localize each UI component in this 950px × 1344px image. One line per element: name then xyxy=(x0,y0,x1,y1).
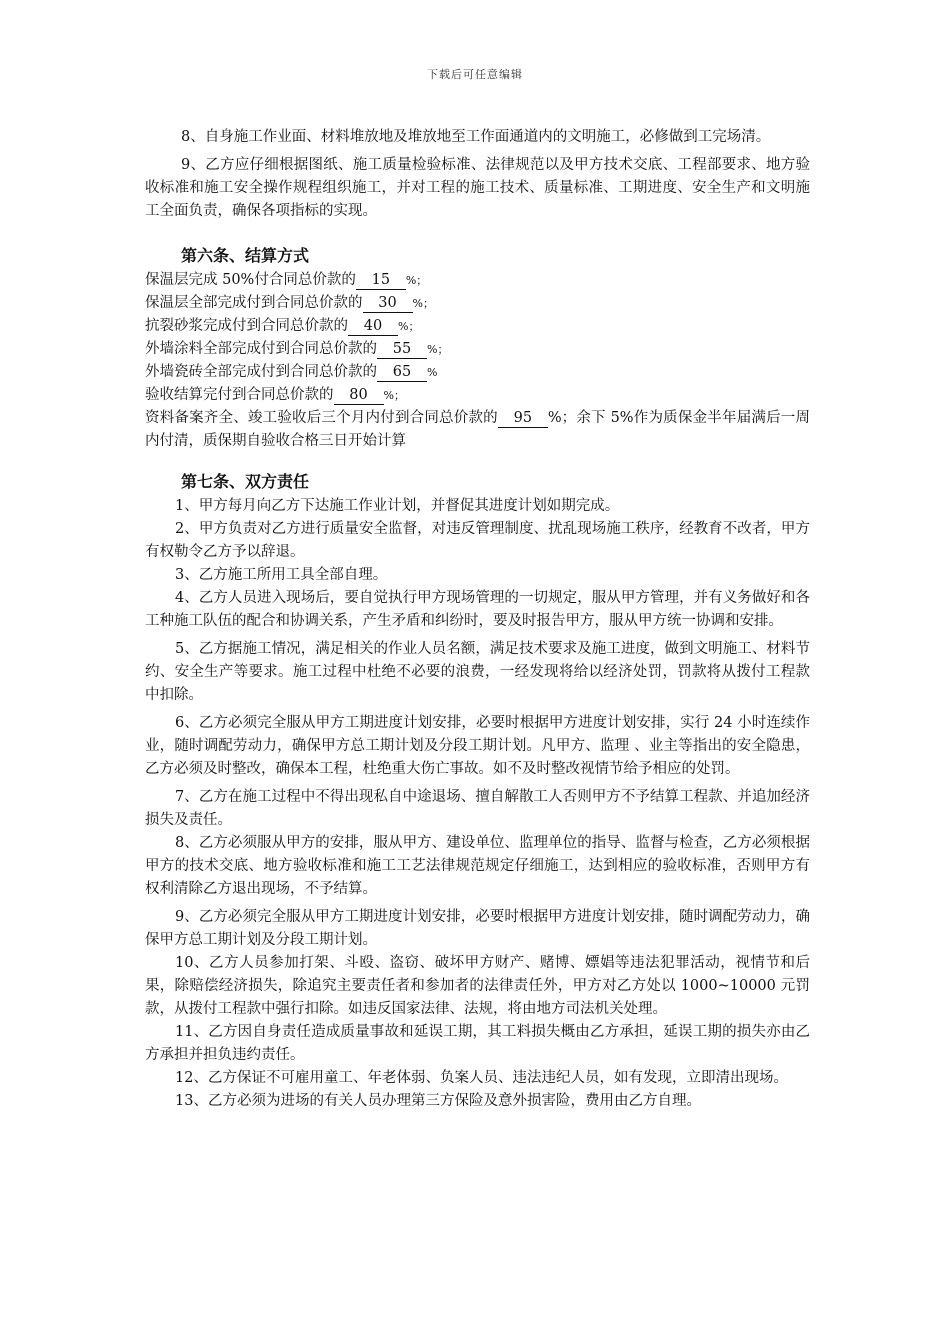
clause-5-item-8: 8、自身施工作业面、材料堆放地及堆放地至工作面通道内的文明施工，必修做到工完场清。 xyxy=(181,129,771,145)
clause-5-item-9: 9、乙方应仔细根据图纸、施工质量检验标准、法律规范以及甲方技术交底、工程部要求、地方验收标准和施工安全操作规程组织施工，并对工程的施工技术、质量标准、工期进度、安全生产和文明施工全面负责，确保各项指标的实现。 xyxy=(145,157,810,219)
settlement-line: 保温层完成 50%付合同总价款的 15 %； xyxy=(145,272,428,288)
settlement-line: 外墙瓷砖全部完成付到合同总价款的 65 % xyxy=(145,364,438,380)
clause-7-item: 10、乙方人员参加打架、斗殴、盗窃、破坏甲方财产、赌博、嫖娼等违法犯罪活动，视情节和后果，除赔偿经济损失，除追究主要责任者和参加者的法律责任外，甲方对乙方处以 1000~10000 元罚款，从拨付工程款中强行扣除。如违反国家法律、法规，将由地方司法机关处理。 xyxy=(145,955,810,1017)
document-body xyxy=(145,126,810,1113)
clause-7-item: 2、甲方负责对乙方进行质量安全监督，对违反管理制度、扰乱现场施工秩序，经教育不改者，甲方有权勒令乙方予以辞退。 xyxy=(145,521,810,560)
clause-7-item: 12、乙方保证不可雇用童工、年老体弱、负案人员、违法违纪人员，如有发现，立即清出现场。 xyxy=(175,1070,788,1086)
clause-7-item: 3、乙方施工所用工具全部自理。 xyxy=(175,567,388,583)
clause-7-item: 5、乙方据施工情况，满足相关的作业人员名额，满足技术要求及施工进度，做到文明施工、材料节约、安全生产等要求。施工过程中杜绝不必要的浪费，一经发现将给以经济处罚，罚款将从拨付工程款中扣除。 xyxy=(145,641,810,703)
settlement-line: 外墙涂料全部完成付到合同总价款的 55 %； xyxy=(145,341,449,357)
settlement-final-line: 资料备案齐全、竣工验收后三个月内付到合同总价款的 95 %；余下 5%作为质保金半年届满后一周内付清，质保期自验收合格三日开始计算 xyxy=(145,410,811,449)
percent-blank: 55 xyxy=(377,341,427,359)
percent-blank: 30 xyxy=(363,295,413,313)
percent-blank: 65 xyxy=(377,364,427,382)
clause-7-item: 6、乙方必须完全服从甲方工期进度计划安排，必要时根据甲方进度计划安排，实行 24 小时连续作业，随时调配劳动力，确保甲方总工期计划及分段工期计划。凡甲方、监理 、业主等指出的安全隐患，乙方必须及时整改，确保本工程，杜绝重大伤亡事故。如不及时整改视情节给予相应的处罚。 xyxy=(145,715,810,777)
page-header: 下载后可任意编辑 xyxy=(427,68,523,81)
clause-7-item: 8、乙方必须服从甲方的安排，服从甲方、建设单位、监理单位的指导、监督与检查，乙方必须根据甲方的技术交底、地方验收标准和施工工艺法律规范规定仔细施工，达到相应的验收标准，否则甲方有权利清除乙方退出现场，不予结算。 xyxy=(145,835,810,897)
clause-7-item: 9、乙方必须完全服从甲方工期进度计划安排，必要时根据甲方进度计划安排，随时调配劳动力，确保甲方总工期计划及分段工期计划。 xyxy=(145,909,810,948)
section-7-title: 第七条、双方责任 xyxy=(181,472,310,491)
clause-7-item: 11、乙方因自身责任造成质量事故和延误工期，其工料损失概由乙方承担，延误工期的损失亦由乙方承担并担负违约责任。 xyxy=(145,1024,810,1063)
percent-blank: 40 xyxy=(348,318,398,336)
settlement-line: 抗裂砂浆完成付到合同总价款的 40 %； xyxy=(145,318,420,334)
percent-blank: 80 xyxy=(334,387,384,405)
percent-blank: 95 xyxy=(498,410,548,428)
settlement-line: 验收结算完付到合同总价款的 80 %； xyxy=(145,387,405,403)
percent-blank: 15 xyxy=(356,272,406,290)
clause-7-item: 4、乙方人员进入现场后，要自觉执行甲方现场管理的一切规定，服从甲方管理，并有义务做好和各工种施工队伍的配合和协调关系，产生矛盾和纠纷时，要及时报告甲方，服从甲方统一协调和安排。 xyxy=(145,590,810,629)
clause-7-item: 13、乙方必须为进场的有关人员办理第三方保险及意外损害险，费用由乙方自理。 xyxy=(175,1093,701,1109)
clause-7-item: 1、甲方每月向乙方下达施工作业计划，并督促其进度计划如期完成。 xyxy=(175,498,620,514)
section-6-title: 第六条、结算方式 xyxy=(181,246,310,265)
settlement-line: 保温层全部完成付到合同总价款的 30 %； xyxy=(145,295,434,311)
clause-7-item: 7、乙方在施工过程中不得出现私自中途退场、擅自解散工人否则甲方不予结算工程款、并追加经济损失及责任。 xyxy=(145,789,810,828)
